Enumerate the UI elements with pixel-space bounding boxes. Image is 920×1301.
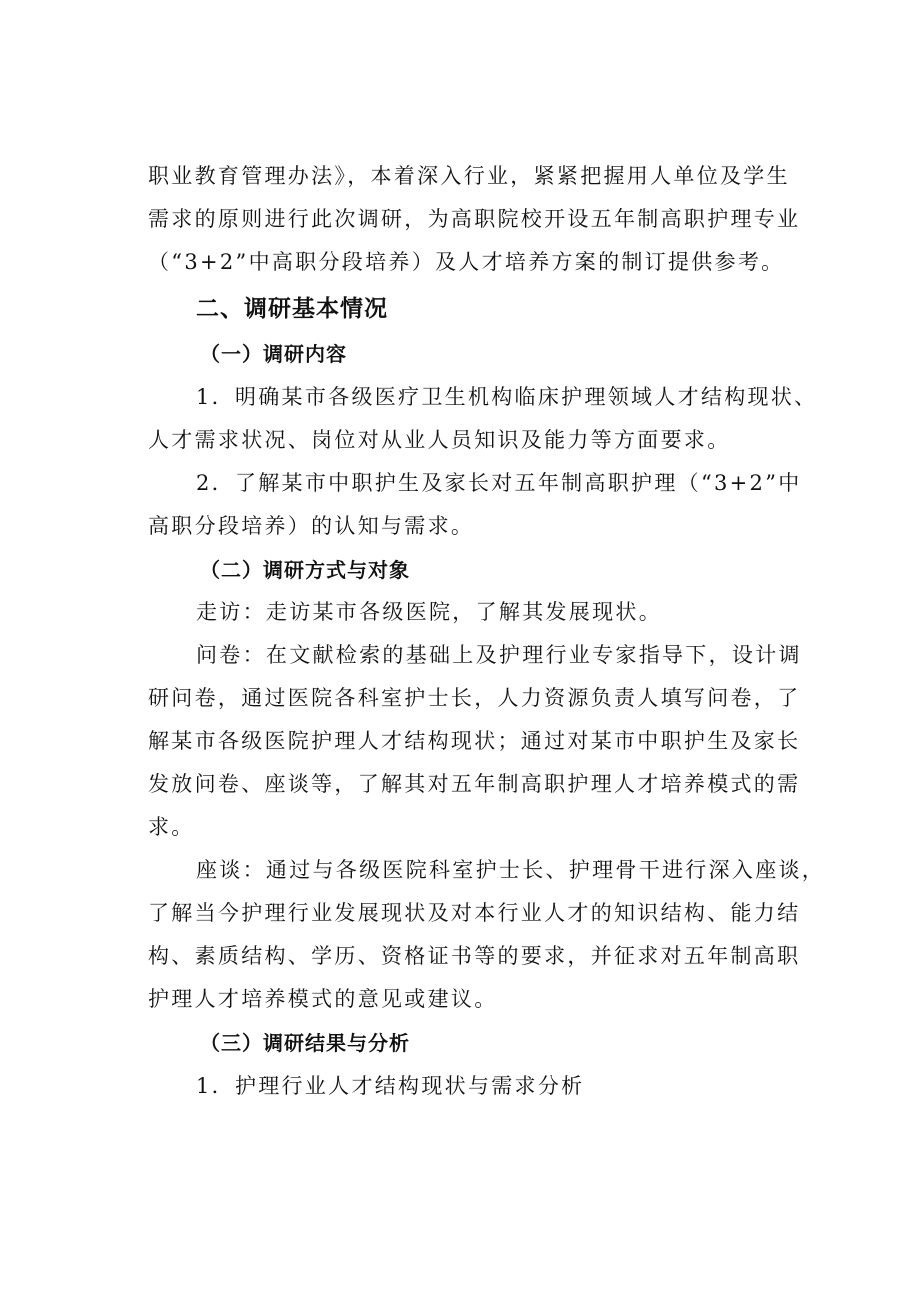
section-heading-2: 二、调研基本情况: [196, 296, 388, 322]
method-survey-line-4: 发放问卷、座谈等，了解其对五年制高职护理人才培养模式的需: [148, 772, 801, 796]
content-item-2-line-2: 高职分段培养）的认知与需求。: [148, 514, 475, 538]
method-survey-line-3: 解某市各级医院护理人才结构现状；通过对某市中职护生及家长: [148, 729, 801, 753]
method-survey-line-2: 研问卷，通过医院各科室护士长，人力资源负责人填写问卷，了: [148, 686, 801, 710]
intro-line-1: 职业教育管理办法》，本着深入行业，紧紧把握用人单位及学生: [148, 164, 790, 188]
method-forum-line-3: 构、素质结构、学历、资格证书等的要求，并征求对五年制高职: [148, 944, 801, 968]
content-item-1-line-1: 1．明确某市各级医疗卫生机构临床护理领域人才结构现状、: [196, 385, 818, 409]
method-survey-line-1: 问卷：在文献检索的基础上及护理行业专家指导下，设计调: [196, 643, 802, 667]
content-item-1-line-2: 人才需求状况、岗位对从业人员知识及能力等方面要求。: [148, 428, 731, 452]
result-item-1: 1．护理行业人才结构现状与需求分析: [196, 1074, 585, 1098]
method-forum-line-4: 护理人才培养模式的意见或建议。: [148, 987, 498, 1011]
intro-line-2: 需求的原则进行此次调研，为高职院校开设五年制高职护理专业: [148, 207, 801, 231]
subsection-heading-3: （三）调研结果与分析: [200, 1031, 410, 1055]
method-survey-line-5: 求。: [148, 815, 195, 839]
method-forum-line-1: 座谈：通过与各级医院科室护士长、护理骨干进行深入座谈，: [196, 858, 826, 882]
intro-line-3: （“3+2”中高职分段培养）及人才培养方案的制订提供参考。: [148, 250, 785, 274]
content-item-2-line-1: 2．了解某市中职护生及家长对五年制高职护理（“3+2”中: [196, 471, 802, 495]
method-visit: 走访：走访某市各级医院，了解其发展现状。: [196, 600, 662, 624]
subsection-heading-2: （二）调研方式与对象: [200, 558, 410, 582]
subsection-heading-1: （一）调研内容: [200, 342, 347, 366]
method-forum-line-2: 了解当今护理行业发展现状及对本行业人才的知识结构、能力结: [148, 901, 801, 925]
